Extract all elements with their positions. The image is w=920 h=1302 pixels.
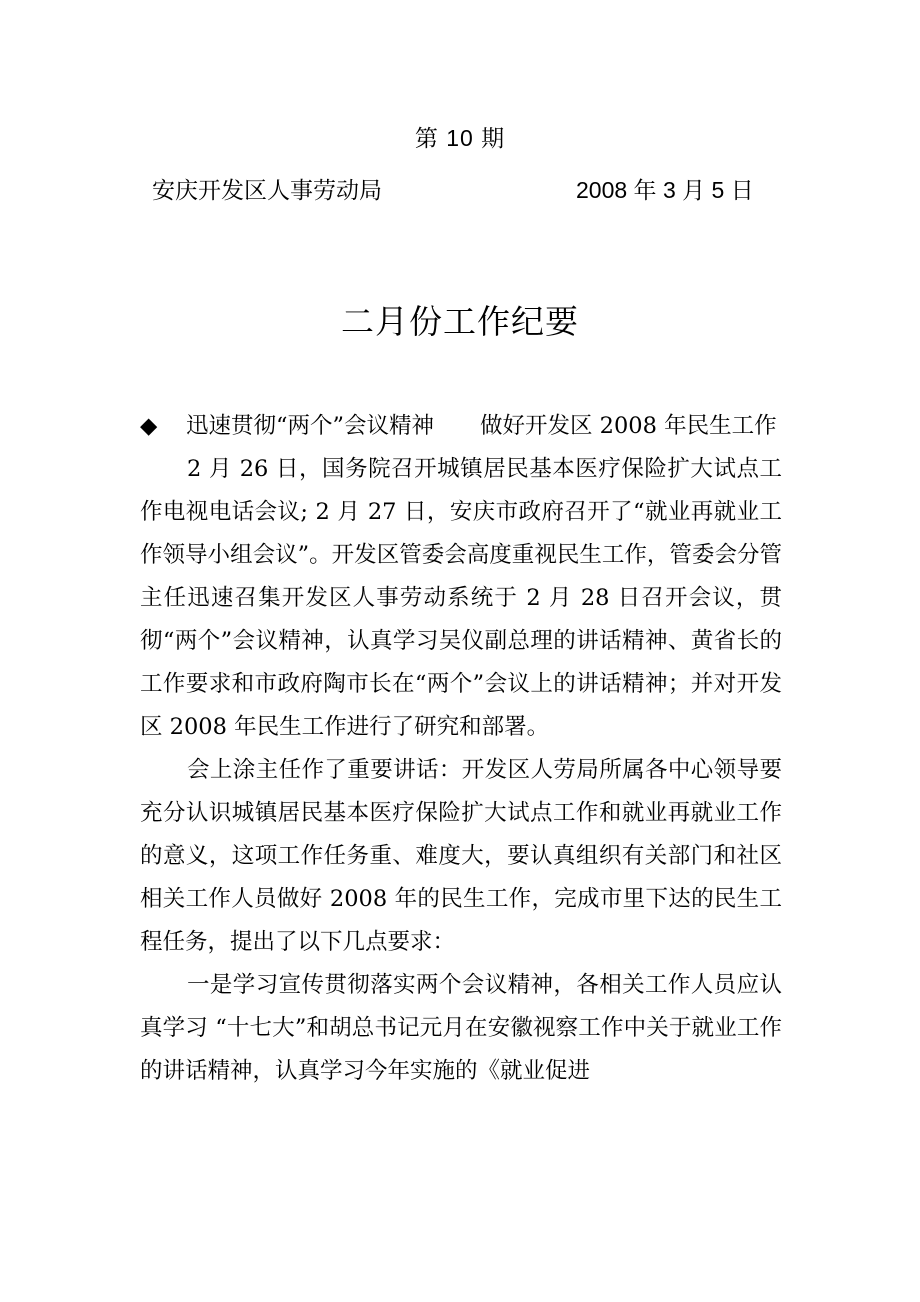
document-title: 二月份工作纪要 xyxy=(341,303,579,340)
section-heading-part1: 迅速贯彻“两个”会议精神 xyxy=(186,413,435,439)
paragraph: 一是学习宣传贯彻落实两个会议精神，各相关工作人员应认真学习 “十七大”和胡总书记元月在安徽视察工作中关于就业工作的讲话精神，认真学习今年实施的《就业促进 xyxy=(140,972,782,1084)
section-heading-part2: 做好开发区 2008 年民生工作 xyxy=(480,413,777,439)
paragraph: 2 月 26 日，国务院召开城镇居民基本医疗保险扩大试点工作电视电话会议; 2 月 27 日，安庆市政府召开了“就业再就业工作领导小组会议”。开发区管委会高度重视民生工作，管委会分管主任迅速召集开发区人事劳动系统于 2 月 28 日召开会议，贯彻“两个”会议精神，认真学习吴仪副总理的讲话精神、黄省长的工作要求和市政府陶市长在“两个”会议上的讲话精神；并对开发区 2008 年民生工作进行了研究和部署。 xyxy=(140,456,782,740)
paragraph: 会上涂主任作了重要讲话：开发区人劳局所属各中心领导要充分认识城镇居民基本医疗保险扩大试点工作和就业再就业工作的意义，这项工作任务重、难度大，要认真组织有关部门和社区相关工作人员做好 2008 年的民生工作，完成市里下达的民生工程任务，提出了以下几点要求： xyxy=(140,757,782,955)
diamond-bullet-icon: ◆ xyxy=(140,413,158,439)
issue-number: 第 10 期 xyxy=(414,125,506,151)
section-heading xyxy=(140,405,782,448)
document-body xyxy=(140,405,782,1093)
issue-date: 2008 年 3 月 5 日 xyxy=(576,177,754,203)
department-name: 安庆开发区人事劳动局 xyxy=(152,177,382,203)
